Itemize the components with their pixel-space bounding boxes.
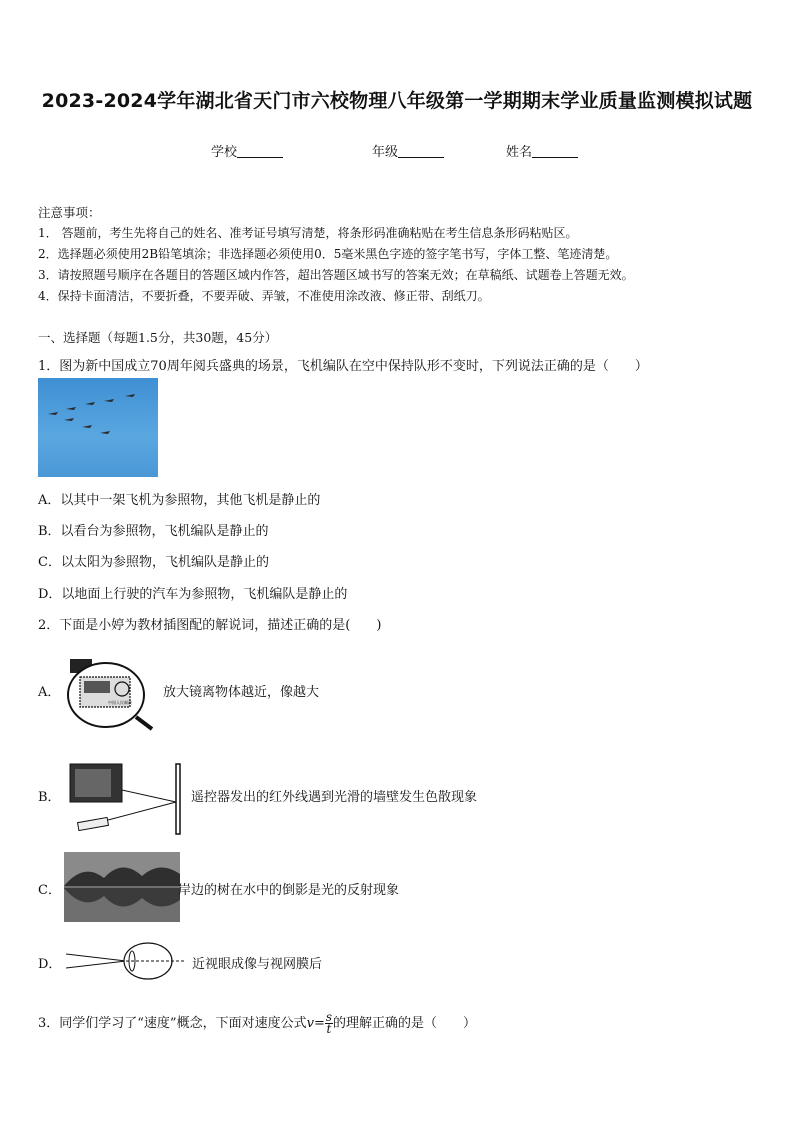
formula-lhs: v [306,1016,314,1031]
question-3-stem [38,1012,476,1035]
note-item: 3．请按照题号顺序在各题目的答题区域内作答，超出答题区域书写的答案无效；在草稿纸、试题卷上答题无效。 [38,268,634,282]
question-1-option-c: C．以太阳为参照物，飞机编队是静止的 [38,555,269,570]
formula-numerator: s [325,1010,333,1024]
notes-heading: 注意事项： [38,205,101,220]
question-1-option-a: A．以其中一架飞机为参照物，其他飞机是静止的 [38,493,321,508]
question-2-option-b-text: 遥控器发出的红外线遇到光滑的墙壁发生色散现象 [191,790,478,805]
page-title: 2023-2024学年湖北省天门市六校物理八年级第一学期期末学业质量监测模拟试题 [41,90,753,112]
section-heading: 一、选择题（每题1.5分，共30题，45分） [38,330,278,345]
question-2-option-a-text: 放大镜离物体越近，像越大 [163,685,320,700]
question-2-option-c-text: 岸边的树在水中的倒影是光的反射现象 [178,883,400,898]
school-blank [237,145,283,158]
name-field [506,141,578,160]
name-label: 姓名 [506,145,533,160]
tree-reflection-photo [64,852,180,922]
option-letter: D． [38,957,62,972]
option-letter: A． [38,685,61,700]
question-1-option-b: B．以看台为参照物，飞机编队是静止的 [38,524,269,539]
note-item: 2．选择题必须使用2B铅笔填涂；非选择题必须使用0．5毫米黑色字迹的签字笔书写，字体工整、笔迹清楚。 [38,247,618,261]
question-2-option-d-text: 近视眼成像与视网膜后 [192,957,323,972]
speed-formula [325,1012,333,1035]
eye-diagram-illustration [64,942,189,982]
note-item: 1． 答题前，考生先将自己的姓名、准考证号填写清楚，将条形码准确粘贴在考生信息条形码粘贴区。 [38,226,578,240]
question-1-option-d: D．以地面上行驶的汽车为参照物，飞机编队是静止的 [38,587,348,602]
formula-denominator: t [326,1022,332,1036]
option-letter: B． [38,790,61,805]
name-blank [532,145,578,158]
grade-blank [398,145,444,158]
option-letter: C． [38,883,61,898]
school-label: 学校 [211,145,238,160]
airshow-photo [38,378,158,477]
magnifier-stamp-illustration [64,655,156,733]
grade-field [372,141,444,160]
stamp-caption: 中国人民邮政 [108,700,132,705]
question-3-text-before: 3．同学们学习了“速度”概念，下面对速度公式 [38,1016,307,1031]
formula-equals: = [313,1016,325,1031]
school-field [211,141,283,160]
question-1-stem: 1．图为新中国成立70周年阅兵盛典的场景，飞机编队在空中保持队形不变时，下列说法正确的是（ ） [38,359,648,374]
grade-label: 年级 [372,145,399,160]
note-item: 4．保持卡面清洁，不要折叠，不要弄破、弄皱，不准使用涂改液、修正带、刮纸刀。 [38,289,490,303]
tv-remote-illustration [66,760,186,836]
question-3-text-after: 的理解正确的是（ ） [333,1016,477,1031]
jet-formation-icon [38,378,158,477]
question-2-stem: 2．下面是小婷为教材插图配的解说词，描述正确的是( ) [38,618,382,633]
